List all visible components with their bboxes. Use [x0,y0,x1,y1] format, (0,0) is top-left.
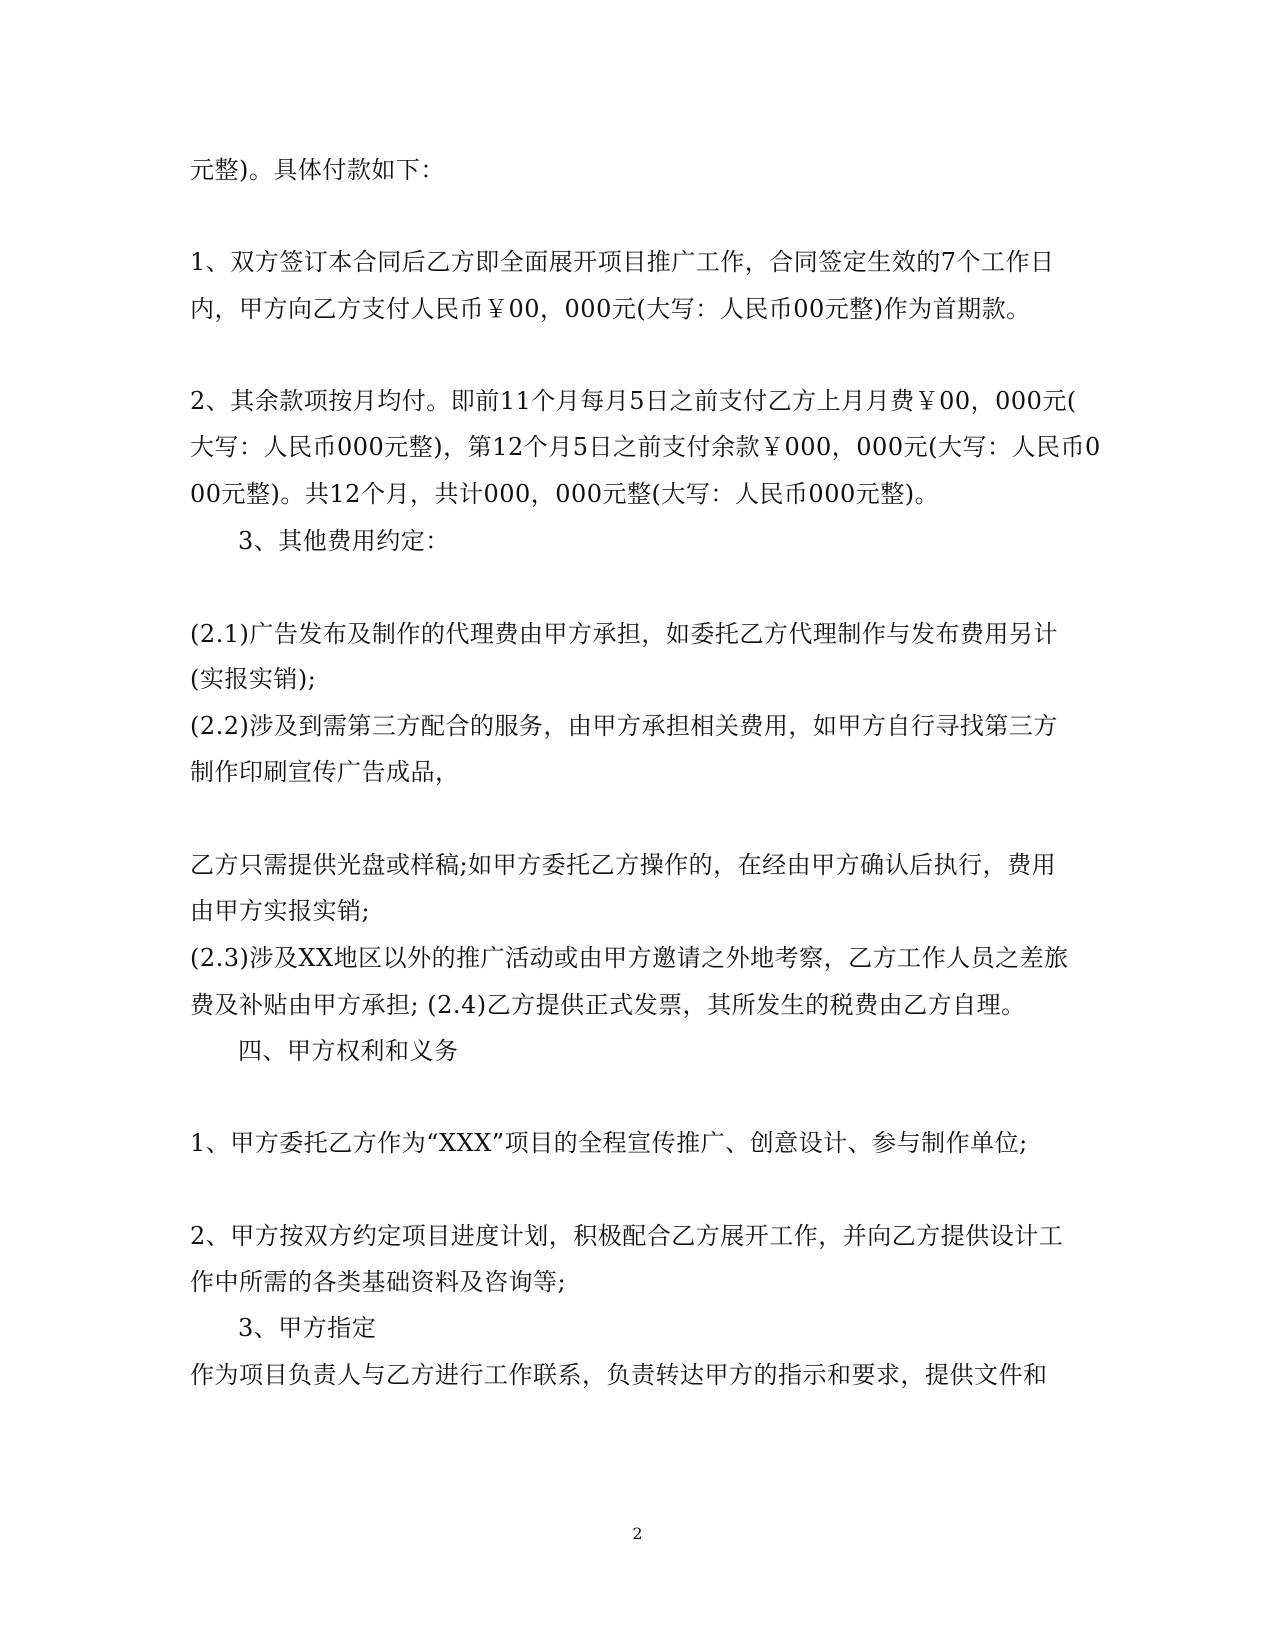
text-line: 制作印刷宣传广告成品， [190,758,460,786]
text-line: (2.3)涉及XX地区以外的推广活动或由甲方邀请之外地考察，乙方工作人员之差旅 [190,944,1069,972]
text-line: 费及补贴由甲方承担; (2.4)乙方提供正式发票，其所发生的税费由乙方自理。 [190,991,1026,1019]
text-line: 1、甲方委托乙方作为“XXX”项目的全程宣传推广、创意设计、参与制作单位; [190,1129,1028,1157]
page-number: 2 [632,1524,643,1543]
text-line: 内，甲方向乙方支付人民币￥00，000元(大写：人民币00元整)作为首期款。 [190,295,1031,323]
text-line: 作中所需的各类基础资料及咨询等; [190,1268,567,1296]
text-line: 大写：人民币000元整)，第12个月5日之前支付余款￥000，000元(大写：人民币0 [190,433,1101,461]
text-line: 2、甲方按双方约定项目进度计划，积极配合乙方展开工作，并向乙方提供设计工 [190,1222,1064,1250]
text-line: (2.1)广告发布及制作的代理费由甲方承担，如委托乙方代理制作与发布费用另计 [190,620,1058,648]
text-line: 元整)。具体付款如下： [190,156,445,184]
text-line: 由甲方实报实销; [190,897,371,925]
text-line: (2.2)涉及到需第三方配合的服务，由甲方承担相关费用，如甲方自行寻找第三方 [190,712,1058,740]
text-line: 2、其余款项按月均付。即前11个月每月5日之前支付乙方上月月费￥00，000元( [190,387,1077,415]
text-line: 作为项目负责人与乙方进行工作联系，负责转达甲方的指示和要求，提供文件和 [190,1361,1048,1389]
text-line: (实报实销); [190,665,317,693]
text-line: 乙方只需提供光盘或样稿;如甲方委托乙方操作的，在经由甲方确认后执行，费用 [190,851,1057,879]
text-line: 00元整)。共12个月，共计000，000元整(大写：人民币000元整)。 [190,480,940,508]
section-heading: 四、甲方权利和义务 [238,1037,459,1065]
section-heading: 3、甲方指定 [238,1314,377,1342]
section-heading: 3、其他费用约定： [238,527,450,555]
text-line: 1、双方签订本合同后乙方即全面展开项目推广工作，合同签定生效的7个工作日 [190,248,1055,276]
